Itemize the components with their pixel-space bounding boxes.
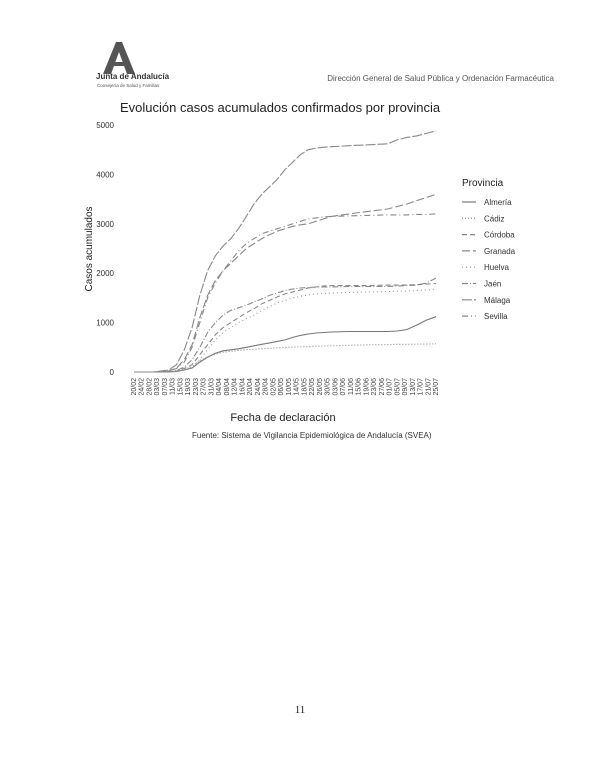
x-tick-label: 30/05 [324,378,332,396]
x-tick-label: 09/07 [402,378,410,396]
legend-label: Sevilla [484,312,508,322]
chart-source: Fuente: Sistema de Vigilancia Epidemiológica de Andalucía (SVEA) [192,431,432,440]
x-tick-label: 27/03 [200,378,208,396]
x-tick-label: 06/05 [278,378,286,396]
x-tick-label: 02/05 [270,378,278,396]
x-tick-label: 26/05 [316,378,324,396]
legend-label: Málaga [484,295,511,305]
legend-label: Jaén [484,279,502,289]
header-department: Dirección General de Salud Pública y Ordenación Farmacéutica [327,74,554,83]
x-tick-label: 28/04 [262,378,270,396]
chart-title: Evolución casos acumulados confirmados por provincia [120,100,441,115]
x-tick-label: 28/02 [146,378,154,396]
series-line [134,214,436,372]
y-tick-label: 0 [109,368,114,377]
x-tick-label: 03/06 [332,378,340,396]
org-subtitle: Consejería de Salud y Familias [97,83,160,88]
x-tick-label: 13/07 [409,378,417,396]
x-tick-label: 20/02 [131,378,138,396]
x-tick-label: 10/05 [285,378,293,396]
x-tick-label: 11/03 [169,378,177,395]
x-tick-label: 17/07 [417,378,425,396]
x-tick-label: 14/05 [293,378,301,396]
x-tick-label: 24/02 [138,378,146,396]
x-tick-label: 22/05 [309,378,317,396]
series-line [134,131,436,372]
series-line [134,194,436,372]
y-tick-label: 1000 [96,318,114,328]
legend-label: Almería [484,198,512,207]
x-tick-label: 05/07 [394,378,402,396]
x-tick-label: 20/04 [247,378,255,396]
y-tick-label: 2000 [96,269,114,279]
x-tick-label: 19/06 [363,378,371,396]
x-tick-label: 01/07 [386,378,394,396]
x-tick-label: 15/06 [355,378,363,396]
x-tick-label: 07/03 [161,378,169,396]
x-tick-label: 19/03 [185,378,193,396]
y-tick-label: 5000 [96,121,114,130]
x-tick-label: 21/07 [425,378,433,396]
legend-label: Córdoba [484,230,515,240]
x-tick-label: 27/06 [378,378,386,396]
x-tick-label: 04/04 [216,378,224,396]
x-tick-label: 25/07 [433,378,440,396]
x-tick-label: 11/06 [347,378,355,395]
x-tick-label: 16/04 [239,378,247,396]
x-tick-label: 08/04 [223,378,231,396]
legend-title: Provincia [462,178,504,189]
page-number: 11 [294,704,306,716]
series-line [134,344,436,372]
y-tick-label: 3000 [96,219,114,229]
legend-label: Cádiz [484,214,505,224]
x-tick-label: 15/03 [177,378,185,396]
y-tick-label: 4000 [96,170,114,180]
series-line [134,278,436,372]
legend-label: Granada [484,246,516,256]
x-tick-label: 12/04 [231,378,239,396]
legend-label: Huelva [484,263,509,273]
x-tick-label: 23/06 [371,378,379,396]
y-axis-label: Casos acumulados [84,206,95,292]
x-tick-label: 24/04 [254,378,262,396]
x-tick-label: 07/06 [340,378,348,396]
x-tick-label: 03/03 [154,378,162,396]
org-name: Junta de Andalucía [96,72,170,81]
x-tick-label: 18/05 [301,378,309,396]
x-tick-label: 23/03 [192,378,200,396]
x-axis-label: Fecha de declaración [230,412,336,424]
x-tick-label: 31/03 [208,378,216,396]
